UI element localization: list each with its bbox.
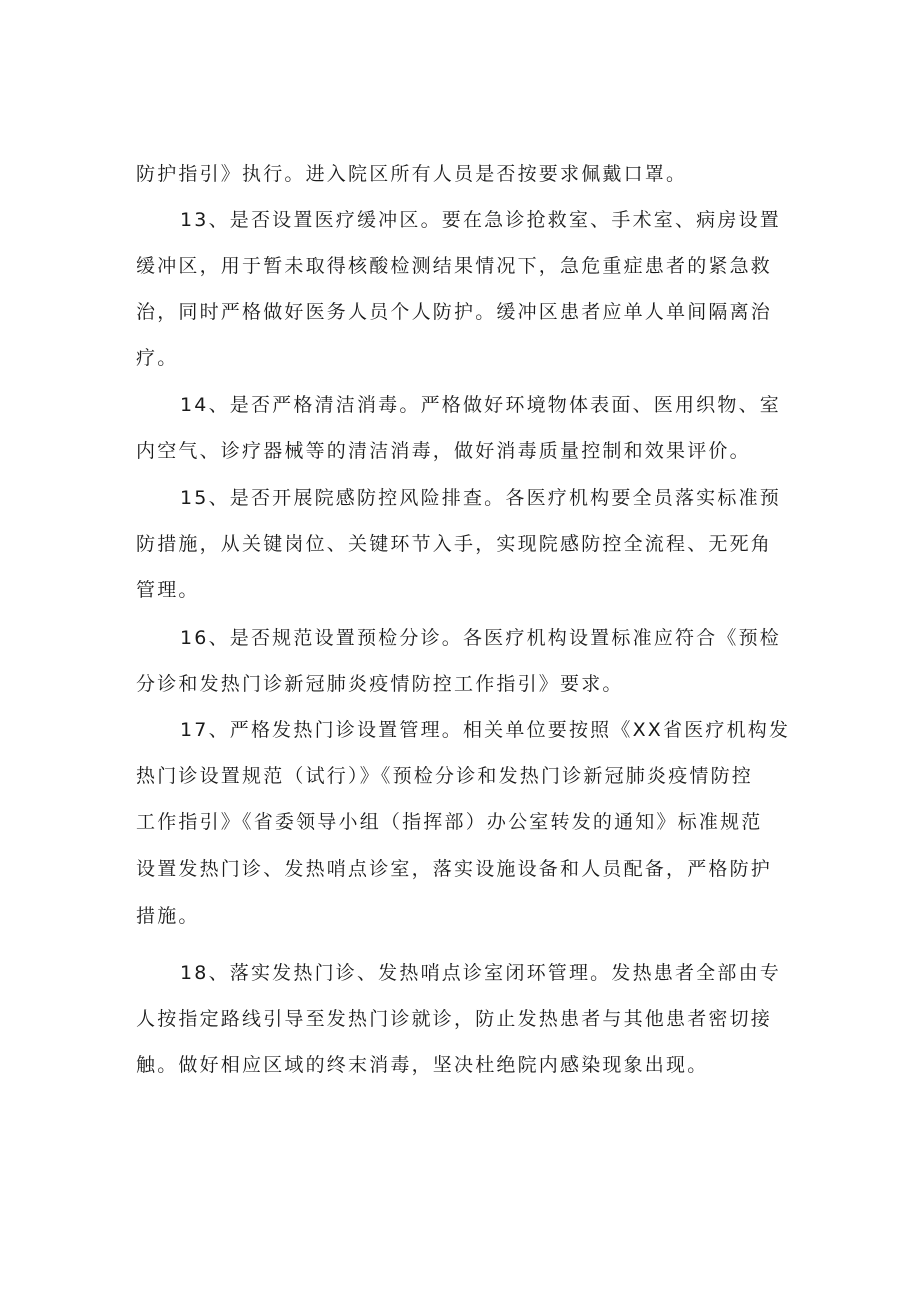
paragraph-line: 管理。 bbox=[136, 579, 200, 601]
paragraph-line: 措施。 bbox=[136, 905, 200, 927]
paragraph-line: 触。做好相应区域的终末消毒，坚决杜绝院内感染现象出现。 bbox=[136, 1054, 709, 1076]
paragraph-line: 热门诊设置规范（试行）》《预检分诊和发热门诊新冠肺炎疫情防控 bbox=[136, 765, 754, 787]
paragraph-line: 分诊和发热门诊新冠肺炎疫情防控工作指引》要求。 bbox=[136, 673, 624, 695]
paragraph-line: 设置发热门诊、发热哨点诊室，落实设施设备和人员配备，严格防护 bbox=[136, 858, 773, 880]
paragraph-line: 13、是否设置医疗缓冲区。要在急诊抢救室、手术室、病房设置 bbox=[180, 209, 781, 231]
paragraph-line: 防护指引》执行。进入院区所有人员是否按要求佩戴口罩。 bbox=[136, 163, 688, 185]
paragraph-line: 内空气、诊疗器械等的清洁消毒，做好消毒质量控制和效果评价。 bbox=[136, 440, 751, 462]
paragraph-line: 人按指定路线引导至发热门诊就诊，防止发热患者与其他患者密切接 bbox=[136, 1008, 773, 1030]
paragraph-line: 工作指引》《省委领导小组（指挥部）办公室转发的通知》标准规范 bbox=[136, 811, 763, 833]
paragraph-line: 14、是否严格清洁消毒。严格做好环境物体表面、医用织物、室 bbox=[180, 394, 781, 416]
paragraph-line: 16、是否规范设置预检分诊。各医疗机构设置标准应符合《预检 bbox=[180, 627, 781, 649]
paragraph-line: 治，同时严格做好医务人员个人防护。缓冲区患者应单人单间隔离治 bbox=[136, 301, 773, 323]
paragraph-line: 18、落实发热门诊、发热哨点诊室闭环管理。发热患者全部由专 bbox=[180, 962, 781, 984]
paragraph-line: 15、是否开展院感防控风险排查。各医疗机构要全员落实标准预 bbox=[180, 487, 781, 509]
paragraph-line: 缓冲区，用于暂未取得核酸检测结果情况下，急危重症患者的紧急救 bbox=[136, 255, 773, 277]
paragraph-line: 防措施，从关键岗位、关键环节入手，实现院感防控全流程、无死角 bbox=[136, 533, 773, 555]
paragraph-line: 疗。 bbox=[136, 347, 179, 369]
paragraph-line: 17、严格发热门诊设置管理。相关单位要按照《XX省医疗机构发 bbox=[180, 719, 791, 741]
